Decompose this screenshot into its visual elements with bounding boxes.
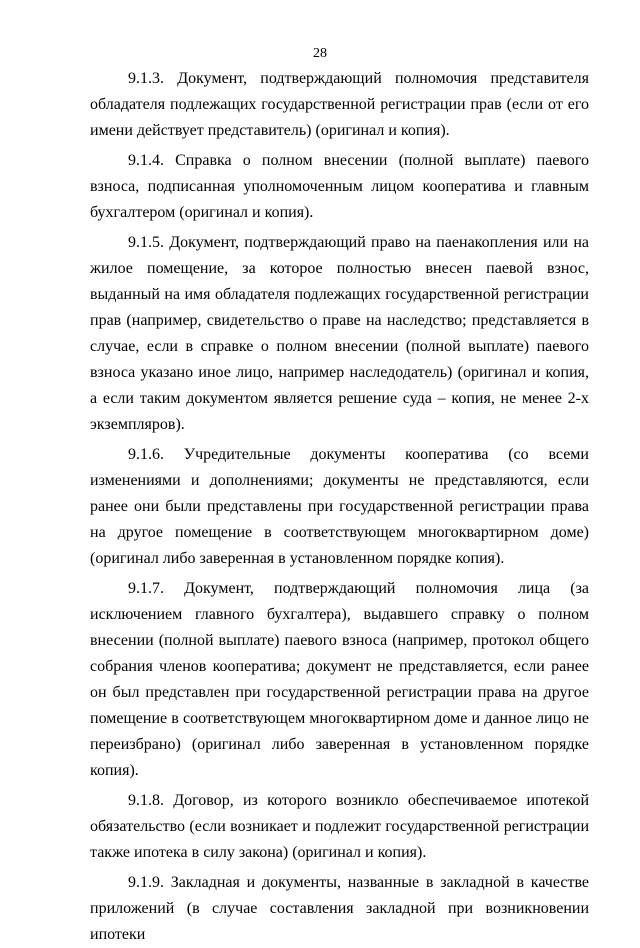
- paragraph-9-1-7: 9.1.7. Документ, подтверждающий полномочия лица (за исключением главного бухгалтера), выдавшего справку о полном внесении (полной выплате) паевого взноса (например, протокол общего собрания членов кооператива; документ не представляется, если ранее он был представлен при государственной регистрации права на другое помещение в соответствующем многоквартирном доме и данное лицо не переизбрано) (оригинал либо заверенная в установленном порядке копия).: [90, 580, 589, 779]
- paragraph-9-1-8: 9.1.8. Договор, из которого возникло обеспечиваемое ипотекой обязательство (если возникает и подлежит государственной регистрации также ипотека в силу закона) (оригинал и копия).: [90, 792, 589, 861]
- paragraph-9-1-6: 9.1.6. Учредительные документы кооператива (со всеми изменениями и дополнениями; документы не представляются, если ранее они были представлены при государственной регистрации права на другое помещение в соответствующем многоквартирном доме) (оригинал либо заверенная в установленном порядке копия).: [90, 446, 589, 567]
- paragraph-9-1-4: 9.1.4. Справка о полном внесении (полной выплате) паевого взноса, подписанная уполномоченным лицом кооператива и главным бухгалтером (оригинал и копия).: [90, 152, 589, 221]
- paragraph-9-1-9: 9.1.9. Закладная и документы, названные в закладной в качестве приложений (в случае составления закладной при возникновении ипотеки: [90, 874, 589, 943]
- paragraph-9-1-5: 9.1.5. Документ, подтверждающий право на паенакопления или на жилое помещение, за которое полностью внесен паевой взнос, выданный на имя обладателя подлежащих государственной регистрации прав (например, свидетельство о праве на наследство; представляется в случае, если в справке о полном внесении (полной выплате) паевого взноса указано иное лицо, например наследодатель) (оригинал и копия, а если таким документом является решение суда – копия, не менее 2-х экземпляров).: [90, 234, 589, 433]
- page-number: 28: [313, 46, 327, 61]
- paragraph-9-1-3: 9.1.3. Документ, подтверждающий полномочия представителя обладателя подлежащих государственной регистрации прав (если от его имени действует представитель) (оригинал и копия).: [90, 70, 589, 139]
- document-body: [90, 66, 589, 948]
